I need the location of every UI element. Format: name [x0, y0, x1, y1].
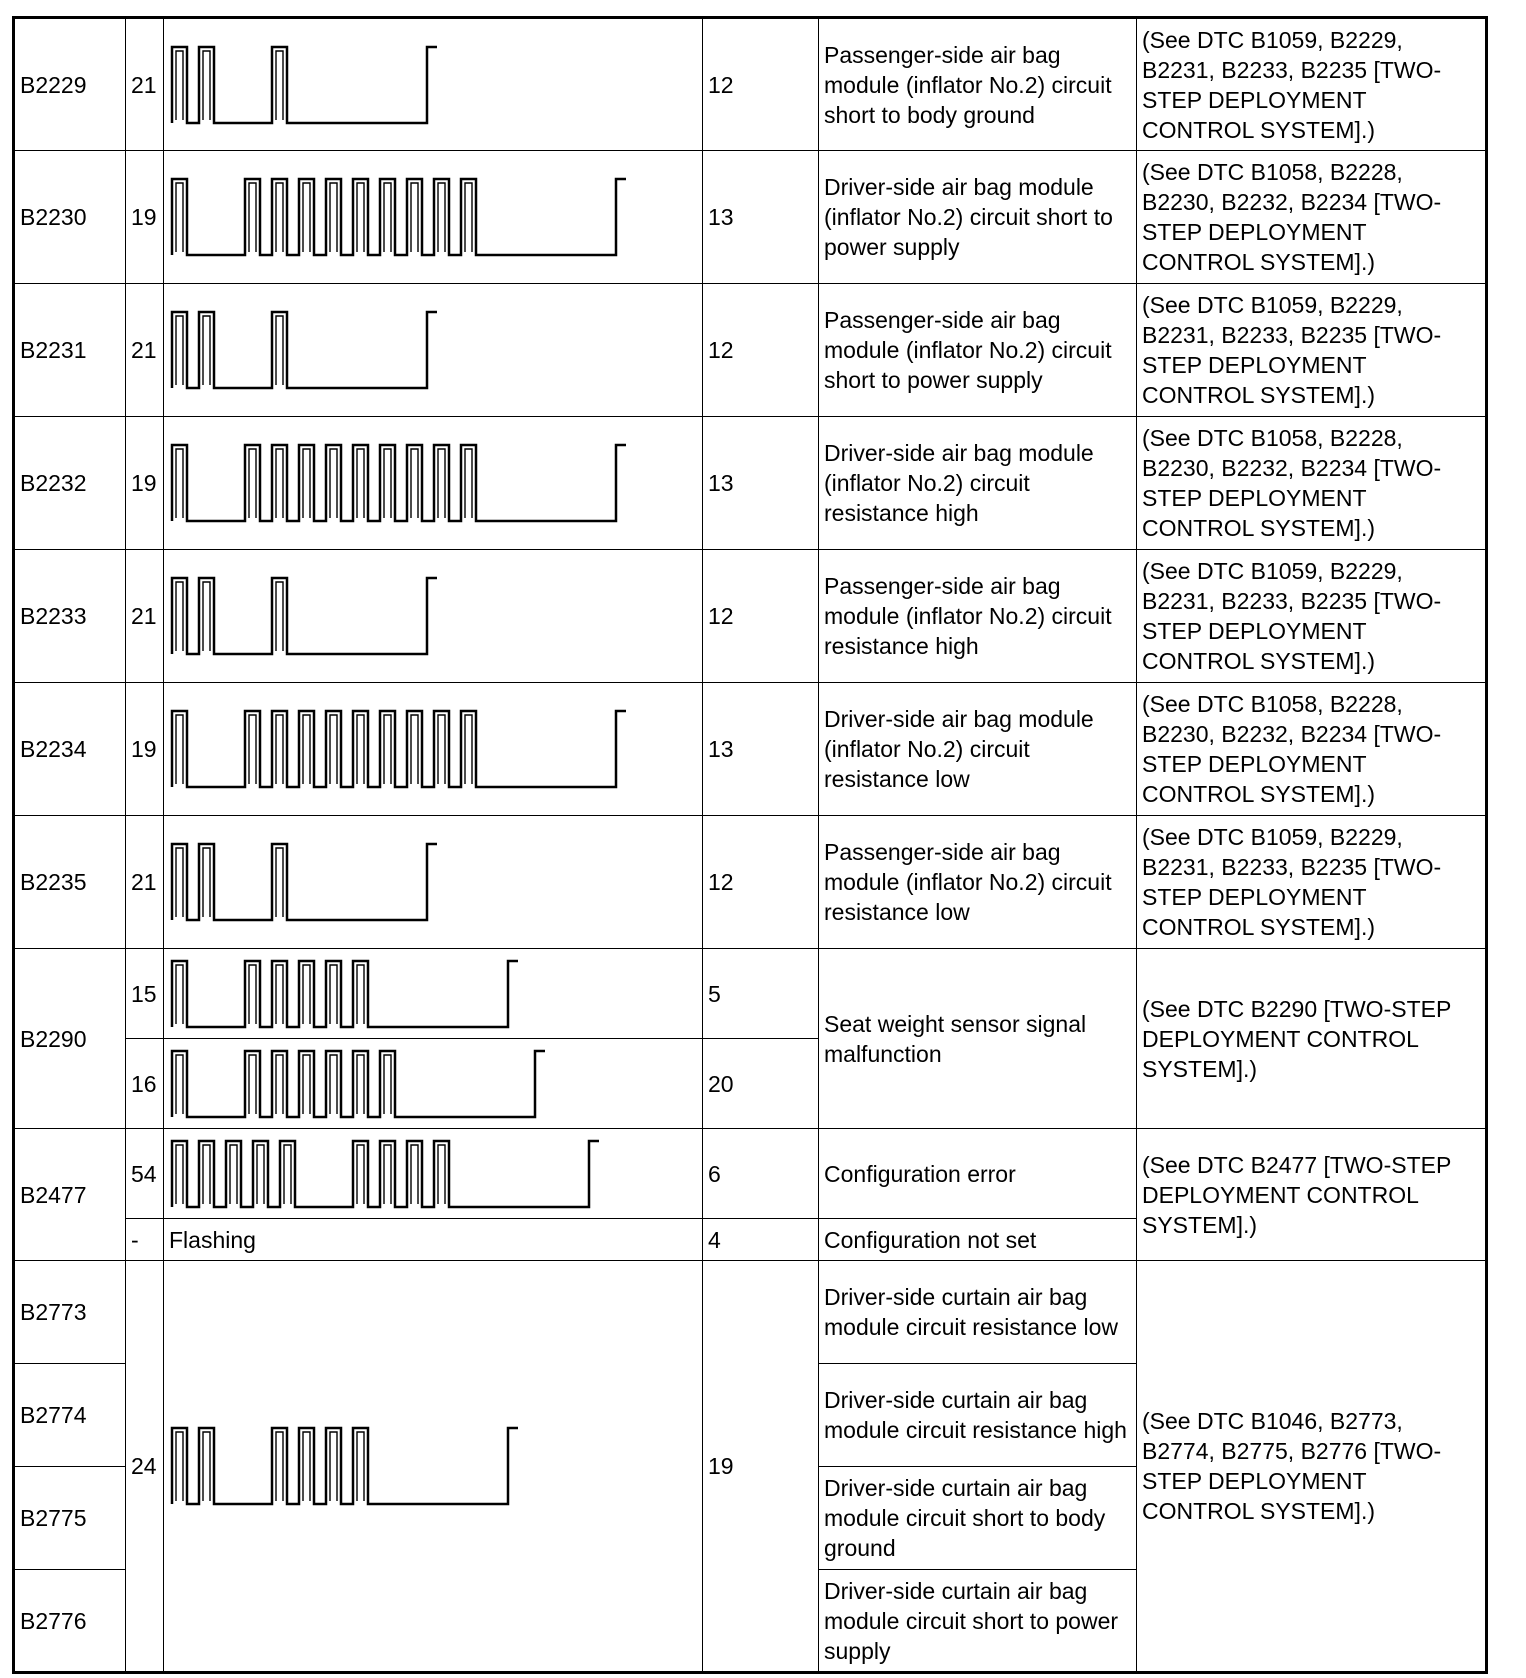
malfunction-description: Passenger-side air bag module (inflator No.2) circuit resistance high	[819, 550, 1137, 683]
waveform-line	[172, 1141, 599, 1207]
flash-pattern	[164, 1129, 703, 1219]
waveform-line	[172, 711, 626, 787]
dtc-code: B2773	[14, 1261, 126, 1364]
waveform-line	[172, 1428, 518, 1504]
flash-pattern	[164, 816, 703, 949]
waveform-pulse-outline	[176, 1145, 445, 1204]
waveform-pulse-outline	[176, 848, 283, 917]
table-row	[14, 683, 1487, 816]
lamp-number: 5	[703, 949, 819, 1039]
malfunction-description: Driver-side curtain air bag module circuit resistance high	[819, 1364, 1137, 1467]
table-row	[14, 151, 1487, 284]
waveform-line	[172, 844, 437, 920]
flash-pattern	[164, 18, 703, 151]
flash-count: 21	[126, 816, 164, 949]
dtc-code: B2230	[14, 151, 126, 284]
flash-count: 21	[126, 284, 164, 417]
table-row	[14, 1261, 1487, 1364]
waveform-line	[172, 578, 437, 654]
flash-waveform	[168, 43, 698, 127]
dtc-code: B2233	[14, 550, 126, 683]
lamp-number: 13	[703, 417, 819, 550]
flash-count: 24	[126, 1261, 164, 1673]
waveform-pulse-outline	[176, 1432, 364, 1501]
waveform-line	[172, 47, 437, 123]
lamp-number: 20	[703, 1039, 819, 1129]
malfunction-description: Seat weight sensor signal malfunction	[819, 949, 1137, 1129]
malfunction-description: Driver-side curtain air bag module circuit short to power supply	[819, 1570, 1137, 1673]
table-row	[14, 949, 1487, 1039]
flash-waveform	[168, 1137, 698, 1211]
waveform-line	[172, 179, 626, 255]
dtc-code: B2229	[14, 18, 126, 151]
waveform-pulse-outline	[176, 183, 472, 252]
waveform-pulse-outline	[176, 965, 364, 1024]
lamp-number: 19	[703, 1261, 819, 1673]
flash-pattern	[164, 550, 703, 683]
malfunction-description: Configuration error	[819, 1129, 1137, 1219]
waveform-pulse-outline	[176, 1055, 391, 1114]
flash-waveform	[168, 175, 698, 259]
reference-note: (See DTC B2290 [TWO-STEP DEPLOYMENT CONTROL SYSTEM].)	[1137, 949, 1487, 1129]
reference-note: (See DTC B2477 [TWO-STEP DEPLOYMENT CONTROL SYSTEM].)	[1137, 1129, 1487, 1261]
dtc-code: B2477	[14, 1129, 126, 1261]
flash-waveform	[168, 840, 698, 924]
dtc-code: B2290	[14, 949, 126, 1129]
flash-waveform	[168, 1047, 698, 1121]
reference-note: (See DTC B1059, B2229, B2231, B2233, B2235 [TWO-STEP DEPLOYMENT CONTROL SYSTEM].)	[1137, 550, 1487, 683]
flash-count: -	[126, 1219, 164, 1261]
malfunction-description: Driver-side air bag module (inflator No.2) circuit resistance low	[819, 683, 1137, 816]
table-row	[14, 1129, 1487, 1219]
flash-count: 54	[126, 1129, 164, 1219]
malfunction-description: Driver-side air bag module (inflator No.2) circuit short to power supply	[819, 151, 1137, 284]
reference-note: (See DTC B1046, B2773, B2774, B2775, B2776 [TWO-STEP DEPLOYMENT CONTROL SYSTEM].)	[1137, 1261, 1487, 1673]
malfunction-description: Passenger-side air bag module (inflator No.2) circuit resistance low	[819, 816, 1137, 949]
table-row	[14, 18, 1487, 151]
malfunction-description: Passenger-side air bag module (inflator No.2) circuit short to power supply	[819, 284, 1137, 417]
flash-waveform	[168, 308, 698, 392]
reference-note: (See DTC B1059, B2229, B2231, B2233, B2235 [TWO-STEP DEPLOYMENT CONTROL SYSTEM].)	[1137, 284, 1487, 417]
malfunction-description: Driver-side curtain air bag module circuit short to body ground	[819, 1467, 1137, 1570]
lamp-number: 12	[703, 284, 819, 417]
waveform-line	[172, 445, 626, 521]
dtc-code: B2232	[14, 417, 126, 550]
dtc-code: B2774	[14, 1364, 126, 1467]
table-row	[14, 284, 1487, 417]
waveform-pulse-outline	[176, 582, 283, 651]
lamp-number: 12	[703, 816, 819, 949]
flash-count: 21	[126, 550, 164, 683]
reference-note: (See DTC B1058, B2228, B2230, B2232, B2234 [TWO-STEP DEPLOYMENT CONTROL SYSTEM].)	[1137, 417, 1487, 550]
reference-note: (See DTC B1058, B2228, B2230, B2232, B2234 [TWO-STEP DEPLOYMENT CONTROL SYSTEM].)	[1137, 151, 1487, 284]
waveform-pulse-outline	[176, 715, 472, 784]
dtc-code: B2235	[14, 816, 126, 949]
flash-waveform	[168, 441, 698, 525]
malfunction-description: Driver-side air bag module (inflator No.2) circuit resistance high	[819, 417, 1137, 550]
flash-count: 16	[126, 1039, 164, 1129]
malfunction-description: Configuration not set	[819, 1219, 1137, 1261]
malfunction-description: Passenger-side air bag module (inflator No.2) circuit short to body ground	[819, 18, 1137, 151]
flash-pattern	[164, 151, 703, 284]
table-row	[14, 816, 1487, 949]
waveform-pulse-outline	[176, 316, 283, 385]
flash-waveform	[168, 707, 698, 791]
flash-count: 19	[126, 417, 164, 550]
flash-pattern-text: Flashing	[164, 1219, 703, 1261]
flash-pattern	[164, 949, 703, 1039]
lamp-number: 4	[703, 1219, 819, 1261]
reference-note: (See DTC B1059, B2229, B2231, B2233, B2235 [TWO-STEP DEPLOYMENT CONTROL SYSTEM].)	[1137, 816, 1487, 949]
waveform-line	[172, 961, 518, 1027]
flash-waveform	[168, 574, 698, 658]
lamp-number: 6	[703, 1129, 819, 1219]
lamp-number: 12	[703, 550, 819, 683]
dtc-code: B2231	[14, 284, 126, 417]
flash-count: 21	[126, 18, 164, 151]
waveform-pulse-outline	[176, 449, 472, 518]
flash-waveform	[168, 1424, 698, 1508]
flash-count: 15	[126, 949, 164, 1039]
waveform-line	[172, 1051, 545, 1117]
lamp-number: 13	[703, 151, 819, 284]
flash-pattern	[164, 683, 703, 816]
dtc-table	[12, 16, 1488, 1674]
dtc-code: B2776	[14, 1570, 126, 1673]
flash-count: 19	[126, 151, 164, 284]
reference-note: (See DTC B1059, B2229, B2231, B2233, B2235 [TWO-STEP DEPLOYMENT CONTROL SYSTEM].)	[1137, 18, 1487, 151]
malfunction-description: Driver-side curtain air bag module circuit resistance low	[819, 1261, 1137, 1364]
table-row	[14, 550, 1487, 683]
reference-note: (See DTC B1058, B2228, B2230, B2232, B2234 [TWO-STEP DEPLOYMENT CONTROL SYSTEM].)	[1137, 683, 1487, 816]
waveform-line	[172, 312, 437, 388]
flash-pattern	[164, 417, 703, 550]
flash-pattern	[164, 284, 703, 417]
flash-pattern	[164, 1039, 703, 1129]
flash-count: 19	[126, 683, 164, 816]
flash-waveform	[168, 957, 698, 1031]
lamp-number: 12	[703, 18, 819, 151]
table-row	[14, 417, 1487, 550]
dtc-code: B2234	[14, 683, 126, 816]
flash-pattern	[164, 1261, 703, 1673]
dtc-code: B2775	[14, 1467, 126, 1570]
waveform-pulse-outline	[176, 51, 283, 120]
lamp-number: 13	[703, 683, 819, 816]
